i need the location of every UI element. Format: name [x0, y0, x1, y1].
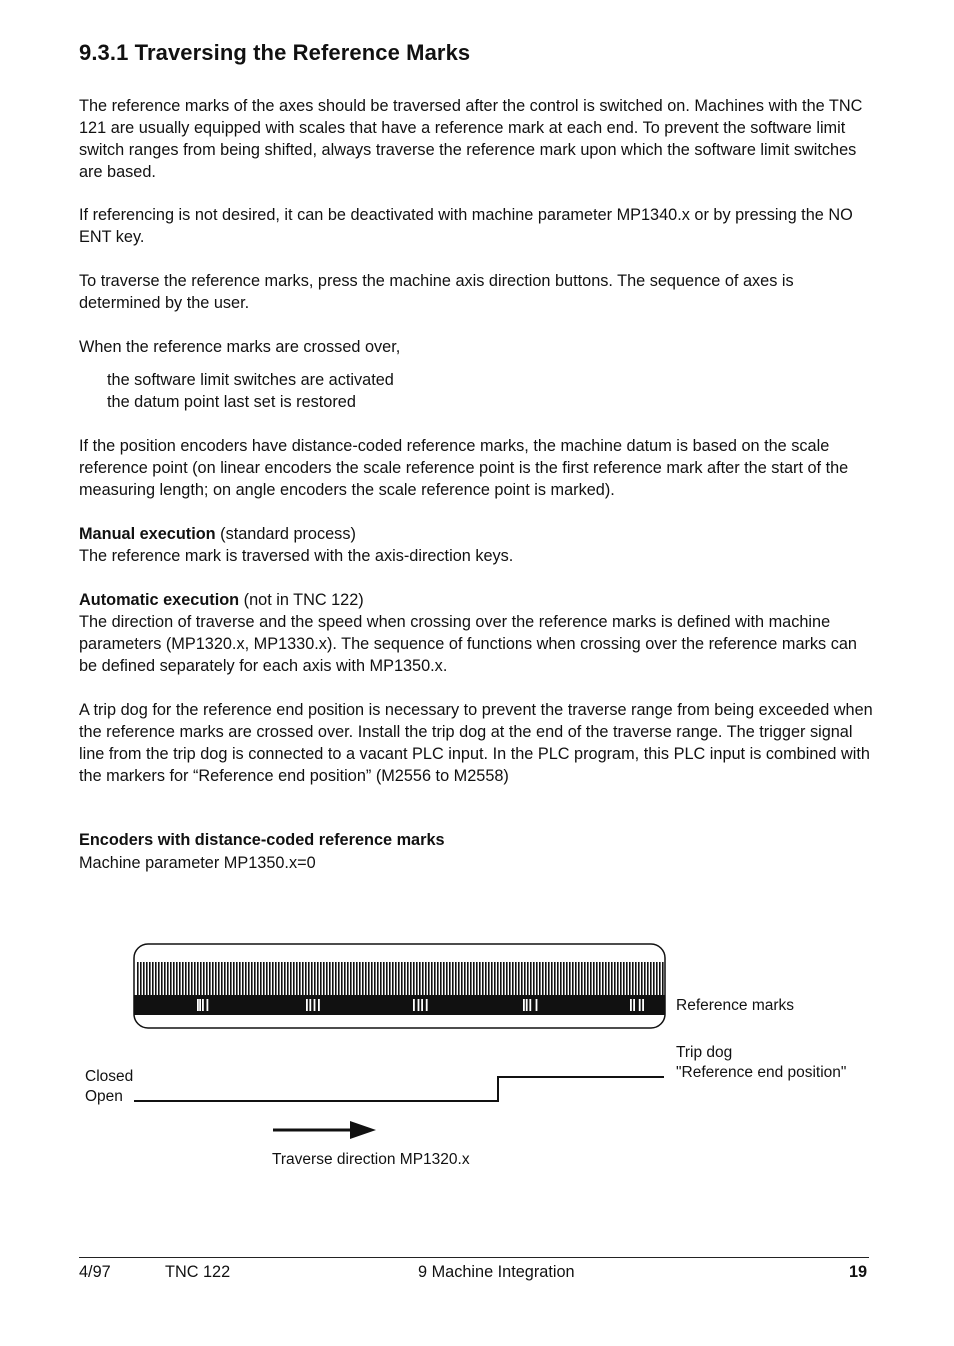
- graduation-line: [389, 962, 391, 995]
- reference-mark: [207, 999, 209, 1011]
- footer-chapter: 9 Machine Integration: [418, 1263, 575, 1281]
- graduation-line: [257, 962, 259, 995]
- graduation-line: [176, 962, 178, 995]
- paragraph-deactivate: If referencing is not desired, it can be deactivated with machine parameter MP1340.x or by pressing the NO ENT key.: [79, 206, 853, 246]
- graduation-line: [173, 962, 175, 995]
- graduation-line: [332, 962, 334, 995]
- manual-execution-title: Manual execution: [79, 525, 216, 543]
- reference-mark: [426, 999, 428, 1011]
- graduation-line: [449, 962, 451, 995]
- graduation-line: [542, 962, 544, 995]
- graduation-line: [167, 962, 169, 995]
- graduation-line: [530, 962, 532, 995]
- graduation-line: [638, 962, 640, 995]
- section-heading: 9.3.1 Traversing the Reference Marks: [79, 40, 471, 65]
- graduation-line: [599, 962, 601, 995]
- graduation-line: [191, 962, 193, 995]
- graduation-line: [590, 962, 592, 995]
- graduation-line: [563, 962, 565, 995]
- graduation-line: [314, 962, 316, 995]
- graduation-line: [164, 962, 166, 995]
- graduation-line: [437, 962, 439, 995]
- paragraph-intro: The reference marks of the axes should be traversed after the control is switched on. Machines with the TNC 121 are usually equipped with scales that have a reference mark at each end. To prevent the software limit switch ranges from being shifted, always traverse the reference mark upon which the software limit switches are based.: [79, 97, 863, 181]
- manual-execution-body: The reference mark is traversed with the axis-direction keys.: [79, 547, 514, 565]
- graduation-line: [524, 962, 526, 995]
- graduation-line: [311, 962, 313, 995]
- graduation-line: [155, 962, 157, 995]
- graduation-line: [662, 962, 664, 995]
- graduation-line: [446, 962, 448, 995]
- graduation-line: [605, 962, 607, 995]
- graduation-line: [536, 962, 538, 995]
- open-label: Open: [85, 1088, 123, 1105]
- graduation-line: [578, 962, 580, 995]
- graduation-line: [242, 962, 244, 995]
- graduation-line: [557, 962, 559, 995]
- reference-mark: [630, 999, 632, 1011]
- reference-mark: [197, 999, 199, 1011]
- graduation-line: [416, 962, 418, 995]
- graduation-line: [392, 962, 394, 995]
- trip-dog-signal-line: [134, 1077, 664, 1101]
- graduation-line: [212, 962, 214, 995]
- graduation-line: [431, 962, 433, 995]
- graduation-line: [608, 962, 610, 995]
- reference-mark: [418, 999, 420, 1011]
- graduation-line: [476, 962, 478, 995]
- graduation-line: [602, 962, 604, 995]
- graduation-line: [245, 962, 247, 995]
- graduation-line: [233, 962, 235, 995]
- graduation-line: [320, 962, 322, 995]
- manual-execution-note: (standard process): [215, 525, 356, 543]
- graduation-line: [401, 962, 403, 995]
- reference-mark: [526, 999, 528, 1011]
- graduation-line: [653, 962, 655, 995]
- graduation-line: [335, 962, 337, 995]
- graduation-line: [224, 962, 226, 995]
- graduation-line: [347, 962, 349, 995]
- graduation-line: [467, 962, 469, 995]
- graduation-line: [554, 962, 556, 995]
- graduation-line: [284, 962, 286, 995]
- graduation-line: [302, 962, 304, 995]
- graduation-line: [305, 962, 307, 995]
- reference-mark: [318, 999, 320, 1011]
- graduation-line: [362, 962, 364, 995]
- graduation-line: [275, 962, 277, 995]
- graduation-line: [497, 962, 499, 995]
- graduation-line: [380, 962, 382, 995]
- graduation-line: [170, 962, 172, 995]
- graduation-line: [227, 962, 229, 995]
- graduation-line: [428, 962, 430, 995]
- graduation-line: [143, 962, 145, 995]
- graduation-line: [434, 962, 436, 995]
- graduation-line: [263, 962, 265, 995]
- graduation-line: [374, 962, 376, 995]
- graduation-line: [443, 962, 445, 995]
- automatic-execution-title: Automatic execution: [79, 591, 240, 609]
- graduation-line: [611, 962, 613, 995]
- graduation-line: [485, 962, 487, 995]
- graduation-line: [179, 962, 181, 995]
- graduation-line: [458, 962, 460, 995]
- reference-mark: [314, 999, 316, 1011]
- graduation-line: [410, 962, 412, 995]
- graduation-line: [269, 962, 271, 995]
- graduation-line: [623, 962, 625, 995]
- scale-body: [134, 944, 665, 1028]
- paragraph-traverse: To traverse the reference marks, press the machine axis direction buttons. The sequence of axes is determined by the user.: [79, 272, 794, 312]
- reference-marks-label: Reference marks: [676, 997, 795, 1014]
- graduation-line: [413, 962, 415, 995]
- reference-mark: [306, 999, 308, 1011]
- graduation-line: [356, 962, 358, 995]
- graduation-line: [239, 962, 241, 995]
- graduation-line: [407, 962, 409, 995]
- graduation-line: [281, 962, 283, 995]
- graduation-line: [509, 962, 511, 995]
- graduation-line: [569, 962, 571, 995]
- graduation-line: [197, 962, 199, 995]
- graduation-line: [629, 962, 631, 995]
- graduation-line: [470, 962, 472, 995]
- footer-date: 4/97: [79, 1263, 111, 1281]
- graduation-line: [644, 962, 646, 995]
- graduation-line: [215, 962, 217, 995]
- graduation-line: [488, 962, 490, 995]
- closed-label: Closed: [85, 1068, 134, 1085]
- graduation-line: [641, 962, 643, 995]
- graduation-line: [464, 962, 466, 995]
- manual-execution-heading: [79, 523, 879, 545]
- reference-mark: [413, 999, 415, 1011]
- graduation-line: [386, 962, 388, 995]
- graduation-line: [575, 962, 577, 995]
- graduation-line: [506, 962, 508, 995]
- graduation-line: [254, 962, 256, 995]
- graduation-line: [323, 962, 325, 995]
- diagram-drawing: [0, 930, 954, 1190]
- encoders-heading: Encoders with distance-coded reference marks: [79, 831, 445, 849]
- graduation-line: [140, 962, 142, 995]
- graduation-line: [371, 962, 373, 995]
- reference-mark: [309, 999, 311, 1011]
- graduation-line: [329, 962, 331, 995]
- graduation-line: [293, 962, 295, 995]
- graduation-line: [359, 962, 361, 995]
- graduation-line: [287, 962, 289, 995]
- reference-mark: [523, 999, 525, 1011]
- reference-mark: [529, 999, 531, 1011]
- automatic-execution-note: (not in TNC 122): [239, 591, 364, 609]
- graduation-line: [404, 962, 406, 995]
- graduation-line: [500, 962, 502, 995]
- page-number: 19: [849, 1263, 868, 1281]
- graduation-line: [533, 962, 535, 995]
- reference-mark: [421, 999, 423, 1011]
- graduation-line: [149, 962, 151, 995]
- graduation-line: [137, 962, 139, 995]
- graduation-line: [632, 962, 634, 995]
- graduation-line: [338, 962, 340, 995]
- graduation-line: [422, 962, 424, 995]
- graduation-line: [539, 962, 541, 995]
- graduation-line: [566, 962, 568, 995]
- graduation-line: [209, 962, 211, 995]
- graduation-line: [479, 962, 481, 995]
- graduation-line: [581, 962, 583, 995]
- reference-end-position-label: "Reference end position": [676, 1064, 847, 1081]
- graduation-line: [521, 962, 523, 995]
- graduation-line: [617, 962, 619, 995]
- footer-divider: [79, 1257, 869, 1258]
- reference-mark: [202, 999, 204, 1011]
- graduation-line: [461, 962, 463, 995]
- graduation-line: [494, 962, 496, 995]
- graduation-line: [584, 962, 586, 995]
- graduation-line: [395, 962, 397, 995]
- graduation-line: [365, 962, 367, 995]
- graduation-line: [647, 962, 649, 995]
- graduation-line: [326, 962, 328, 995]
- graduation-line: [614, 962, 616, 995]
- graduation-line: [350, 962, 352, 995]
- graduation-line: [272, 962, 274, 995]
- graduation-line: [455, 962, 457, 995]
- paragraph-trip-dog: A trip dog for the reference end position is necessary to prevent the traverse range from being exceeded when the reference marks are crossed over. Install the trip dog at the end of the traverse range. The trigger signal line from the trip dog is connected to a vacant PLC input. In the PLC program, this PLC input is combined with the markers for “Reference end position” (M2556 to M2558): [79, 701, 873, 785]
- graduation-line: [650, 962, 652, 995]
- graduation-line: [278, 962, 280, 995]
- graduation-line: [296, 962, 298, 995]
- graduation-line: [341, 962, 343, 995]
- graduation-line: [248, 962, 250, 995]
- graduation-line: [596, 962, 598, 995]
- graduation-line: [626, 962, 628, 995]
- graduation-line: [452, 962, 454, 995]
- graduation-line: [221, 962, 223, 995]
- paragraph-distance-coded: If the position encoders have distance-coded reference marks, the machine datum is based on the scale reference point (on linear encoders the scale reference point is the first reference mark after the start of the measuring length; on angle encoders the scale reference point is marked).: [79, 437, 849, 499]
- graduation-line: [236, 962, 238, 995]
- graduation-line: [353, 962, 355, 995]
- graduation-line: [161, 962, 163, 995]
- graduation-line: [194, 962, 196, 995]
- graduation-line: [425, 962, 427, 995]
- graduation-line: [317, 962, 319, 995]
- graduation-line: [491, 962, 493, 995]
- graduation-line: [383, 962, 385, 995]
- graduation-line: [218, 962, 220, 995]
- reference-mark: [642, 999, 644, 1011]
- traverse-arrow-icon: [350, 1121, 376, 1139]
- trip-dog-label: Trip dog: [676, 1044, 733, 1061]
- graduation-line: [377, 962, 379, 995]
- paragraph-crossed-over: When the reference marks are crossed over,: [79, 338, 401, 356]
- graduation-line: [512, 962, 514, 995]
- graduation-line: [620, 962, 622, 995]
- graduation-line: [182, 962, 184, 995]
- graduation-line: [440, 962, 442, 995]
- graduation-line: [308, 962, 310, 995]
- automatic-execution-heading: [79, 589, 879, 611]
- reference-marks-diagram: [0, 930, 954, 1190]
- graduation-line: [152, 962, 154, 995]
- graduation-line: [635, 962, 637, 995]
- graduation-line: [545, 962, 547, 995]
- graduation-line: [368, 962, 370, 995]
- graduation-line: [659, 962, 661, 995]
- list-item: the datum point last set is restored: [107, 393, 356, 411]
- reference-mark: [199, 999, 201, 1011]
- graduation-line: [260, 962, 262, 995]
- graduation-line: [419, 962, 421, 995]
- graduation-line: [185, 962, 187, 995]
- graduation-line: [656, 962, 658, 995]
- reference-mark: [639, 999, 641, 1011]
- graduation-line: [560, 962, 562, 995]
- reference-mark: [633, 999, 635, 1011]
- graduation-line: [203, 962, 205, 995]
- graduation-line: [587, 962, 589, 995]
- graduation-line: [188, 962, 190, 995]
- list-item: the software limit switches are activated: [107, 371, 394, 389]
- graduation-line: [593, 962, 595, 995]
- graduation-line: [518, 962, 520, 995]
- graduation-line: [251, 962, 253, 995]
- graduation-line: [482, 962, 484, 995]
- graduation-line: [299, 962, 301, 995]
- graduation-line: [548, 962, 550, 995]
- graduation-line: [503, 962, 505, 995]
- encoders-body: Machine parameter MP1350.x=0: [79, 854, 316, 872]
- graduation-line: [146, 962, 148, 995]
- graduation-line: [200, 962, 202, 995]
- graduation-line: [290, 962, 292, 995]
- graduation-line: [344, 962, 346, 995]
- reference-mark: [536, 999, 538, 1011]
- graduation-line: [266, 962, 268, 995]
- graduation-line: [398, 962, 400, 995]
- graduation-line: [527, 962, 529, 995]
- graduation-line: [473, 962, 475, 995]
- graduation-line: [551, 962, 553, 995]
- graduation-line: [572, 962, 574, 995]
- graduation-line: [206, 962, 208, 995]
- automatic-execution-body: The direction of traverse and the speed when crossing over the reference marks is defined with machine parameters (MP1320.x, MP1330.x). The sequence of functions when crossing over the reference marks can be defined separately for each axis with MP1350.x.: [79, 613, 857, 675]
- footer-product: TNC 122: [165, 1263, 231, 1281]
- traverse-direction-label: Traverse direction MP1320.x: [272, 1151, 470, 1168]
- reference-track: [134, 995, 665, 1015]
- graduation-line: [230, 962, 232, 995]
- graduation-line: [158, 962, 160, 995]
- graduation-line: [515, 962, 517, 995]
